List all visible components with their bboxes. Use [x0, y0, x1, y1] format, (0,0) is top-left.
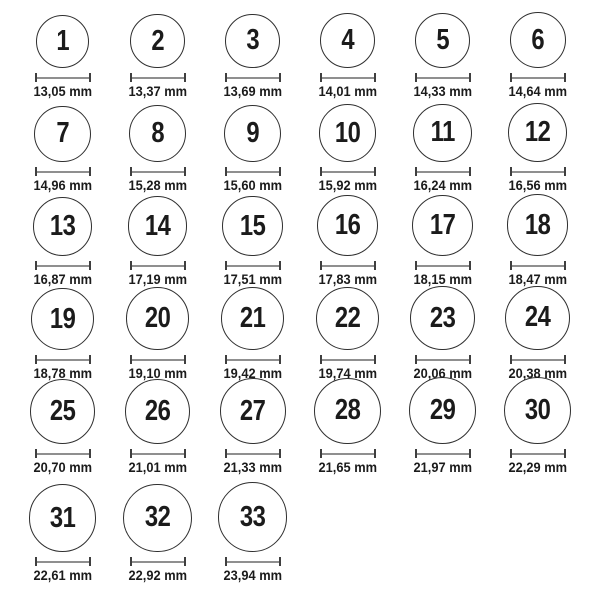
ring-circle [224, 105, 281, 162]
diameter-measure-line [225, 449, 281, 458]
ring-circle [29, 484, 97, 552]
ring-size-number: 6 [531, 23, 544, 56]
measure-rule [227, 359, 279, 361]
ring-size-number: 19 [49, 302, 76, 335]
measure-rule [322, 77, 374, 79]
ring-circle [505, 286, 570, 351]
diameter-measure-line [510, 73, 566, 82]
measure-tick-right-icon [184, 167, 186, 176]
ring-circle [125, 379, 191, 445]
diameter-label: 21,33 mm [223, 460, 282, 476]
diameter-measure-line [35, 557, 91, 566]
diameter-measure-line [130, 73, 186, 82]
ring-size-cell [490, 384, 585, 478]
diameter-label: 14,01 mm [318, 84, 377, 100]
ring-size-number: 11 [430, 116, 455, 149]
diameter-label: 19,42 mm [223, 366, 282, 382]
measure-rule [132, 453, 184, 455]
ring-size-number: 12 [524, 116, 551, 149]
ring-circle [126, 287, 189, 350]
diameter-measure-line [35, 167, 91, 176]
measure-rule [512, 359, 564, 361]
diameter-label: 18,47 mm [508, 272, 567, 288]
ring-size-number: 28 [334, 394, 361, 427]
ring-size-cell [395, 102, 490, 196]
diameter-label: 16,87 mm [33, 272, 92, 288]
diameter-measure-line [35, 355, 91, 364]
measure-rule [132, 265, 184, 267]
measure-rule [227, 171, 279, 173]
ring-circle [320, 13, 375, 68]
ring-size-number: 2 [151, 24, 164, 57]
ring-circle [412, 195, 473, 256]
diameter-measure-line [130, 449, 186, 458]
measure-tick-right-icon [564, 167, 566, 176]
measure-tick-right-icon [374, 167, 376, 176]
ring-size-cell [205, 384, 300, 478]
measure-tick-right-icon [469, 355, 471, 364]
measure-tick-right-icon [279, 449, 281, 458]
diameter-measure-line [225, 73, 281, 82]
measure-tick-right-icon [184, 73, 186, 82]
diameter-measure-line [225, 167, 281, 176]
ring-circle [319, 104, 377, 162]
ring-size-number: 14 [144, 209, 171, 242]
ring-size-number: 31 [49, 501, 76, 534]
ring-size-number: 33 [239, 500, 266, 533]
diameter-measure-line [130, 557, 186, 566]
diameter-label: 18,15 mm [413, 272, 472, 288]
measure-rule [132, 359, 184, 361]
measure-rule [417, 265, 469, 267]
ring-size-number: 18 [524, 208, 551, 241]
ring-size-cell [15, 384, 110, 478]
measure-rule [322, 453, 374, 455]
ring-size-number: 23 [429, 301, 456, 334]
diameter-label: 21,65 mm [318, 460, 377, 476]
measure-tick-right-icon [184, 449, 186, 458]
diameter-label: 14,64 mm [508, 84, 567, 100]
measure-tick-right-icon [279, 557, 281, 566]
diameter-measure-line [320, 261, 376, 270]
measure-tick-right-icon [469, 167, 471, 176]
ring-size-number: 26 [144, 394, 171, 427]
measure-rule [322, 265, 374, 267]
ring-size-cell [300, 102, 395, 196]
measure-rule [132, 171, 184, 173]
ring-circle [225, 14, 280, 69]
measure-tick-right-icon [564, 73, 566, 82]
diameter-label: 23,94 mm [223, 568, 282, 584]
measure-rule [227, 265, 279, 267]
measure-rule [417, 77, 469, 79]
ring-size-number: 16 [334, 209, 361, 242]
diameter-label: 21,97 mm [413, 460, 472, 476]
ring-size-cell [395, 290, 490, 384]
ring-size-number: 21 [239, 302, 266, 335]
diameter-label: 22,61 mm [33, 568, 92, 584]
ring-circle [410, 286, 474, 350]
ring-size-cell [490, 102, 585, 196]
measure-tick-right-icon [89, 73, 91, 82]
measure-rule [37, 77, 89, 79]
diameter-measure-line [320, 449, 376, 458]
diameter-label: 17,19 mm [128, 272, 187, 288]
measure-rule [37, 359, 89, 361]
measure-rule [512, 265, 564, 267]
diameter-measure-line [415, 73, 471, 82]
ring-size-cell [110, 196, 205, 290]
measure-tick-right-icon [469, 261, 471, 270]
diameter-measure-line [320, 73, 376, 82]
ring-size-number: 4 [341, 24, 354, 57]
ring-size-cell [300, 290, 395, 384]
ring-size-cell [110, 290, 205, 384]
diameter-label: 15,92 mm [318, 178, 377, 194]
measure-tick-right-icon [279, 355, 281, 364]
diameter-measure-line [225, 355, 281, 364]
diameter-measure-line [130, 261, 186, 270]
ring-size-number: 13 [49, 210, 76, 242]
measure-rule [37, 453, 89, 455]
ring-size-cell [205, 290, 300, 384]
ring-size-cell [110, 384, 205, 478]
ring-size-cell [110, 478, 205, 586]
measure-tick-right-icon [564, 355, 566, 364]
diameter-label: 22,29 mm [508, 460, 567, 476]
diameter-measure-line [130, 355, 186, 364]
ring-circle [36, 15, 90, 69]
measure-tick-right-icon [279, 167, 281, 176]
ring-circle [504, 377, 571, 444]
measure-tick-right-icon [89, 261, 91, 270]
ring-circle [415, 13, 471, 69]
ring-circle [34, 106, 90, 162]
diameter-label: 13,37 mm [128, 84, 187, 100]
ring-circle [510, 12, 566, 68]
measure-tick-right-icon [374, 449, 376, 458]
ring-circle [314, 378, 381, 445]
ring-circle [221, 287, 284, 350]
diameter-measure-line [320, 167, 376, 176]
ring-size-cell [395, 196, 490, 290]
measure-tick-right-icon [469, 449, 471, 458]
diameter-label: 21,01 mm [128, 460, 187, 476]
measure-tick-right-icon [279, 261, 281, 270]
diameter-label: 14,33 mm [413, 84, 472, 100]
diameter-measure-line [415, 449, 471, 458]
diameter-label: 22,92 mm [128, 568, 187, 584]
ring-size-cell [15, 290, 110, 384]
measure-tick-right-icon [184, 557, 186, 566]
measure-rule [132, 561, 184, 563]
measure-tick-right-icon [564, 261, 566, 270]
diameter-measure-line [510, 261, 566, 270]
diameter-label: 16,24 mm [413, 178, 472, 194]
diameter-measure-line [130, 167, 186, 176]
diameter-measure-line [225, 261, 281, 270]
ring-circle [128, 196, 188, 256]
ring-size-cell [300, 384, 395, 478]
ring-circle [31, 288, 93, 350]
measure-tick-right-icon [184, 355, 186, 364]
ring-size-cell [490, 290, 585, 384]
ring-size-cell [205, 102, 300, 196]
ring-circle [507, 194, 569, 256]
diameter-label: 16,56 mm [508, 178, 567, 194]
measure-rule [227, 453, 279, 455]
ring-size-cell [395, 8, 490, 102]
measure-tick-right-icon [184, 261, 186, 270]
measure-rule [417, 453, 469, 455]
diameter-measure-line [510, 449, 566, 458]
measure-rule [417, 359, 469, 361]
ring-size-cell [15, 102, 110, 196]
measure-tick-right-icon [89, 557, 91, 566]
ring-size-cell [395, 384, 490, 478]
ring-circle [218, 482, 288, 552]
diameter-label: 20,38 mm [508, 366, 567, 382]
ring-size-cell [490, 196, 585, 290]
measure-rule [37, 561, 89, 563]
diameter-label: 20,06 mm [413, 366, 472, 382]
diameter-label: 17,51 mm [223, 272, 282, 288]
ring-circle [130, 14, 184, 68]
ring-size-number: 17 [429, 209, 456, 242]
ring-size-number: 3 [246, 24, 259, 57]
measure-tick-right-icon [469, 73, 471, 82]
ring-circle [222, 196, 282, 256]
diameter-measure-line [35, 449, 91, 458]
measure-tick-right-icon [374, 261, 376, 270]
measure-tick-right-icon [89, 355, 91, 364]
ring-size-number: 8 [151, 117, 164, 150]
measure-rule [512, 453, 564, 455]
ring-size-number: 25 [49, 395, 76, 428]
ring-size-cell [205, 478, 300, 586]
diameter-label: 20,70 mm [33, 460, 92, 476]
ring-size-number: 22 [334, 301, 361, 334]
diameter-measure-line [415, 167, 471, 176]
ring-circle [123, 484, 191, 552]
measure-rule [227, 77, 279, 79]
measure-tick-right-icon [564, 449, 566, 458]
ring-circle [413, 104, 471, 162]
diameter-measure-line [415, 261, 471, 270]
ring-size-number: 1 [56, 24, 69, 57]
ring-circle [129, 105, 186, 162]
ring-circle [508, 103, 567, 162]
ring-circle [409, 377, 476, 444]
diameter-measure-line [510, 355, 566, 364]
diameter-label: 18,78 mm [33, 366, 92, 382]
ring-size-cell [15, 478, 110, 586]
ring-size-number: 20 [144, 302, 171, 335]
diameter-measure-line [35, 261, 91, 270]
measure-rule [512, 77, 564, 79]
measure-tick-right-icon [89, 449, 91, 458]
ring-circle [33, 197, 92, 256]
ring-circle [317, 195, 378, 256]
diameter-measure-line [320, 355, 376, 364]
ring-size-cell [110, 8, 205, 102]
diameter-label: 15,60 mm [223, 178, 282, 194]
measure-tick-right-icon [89, 167, 91, 176]
measure-rule [37, 265, 89, 267]
ring-size-cell [205, 196, 300, 290]
ring-size-cell [15, 8, 110, 102]
diameter-measure-line [510, 167, 566, 176]
ring-size-number: 15 [239, 209, 266, 242]
ring-size-number: 29 [429, 394, 456, 427]
measure-rule [417, 171, 469, 173]
ring-size-number: 30 [524, 393, 551, 426]
ring-size-number: 32 [144, 501, 171, 534]
measure-rule [37, 171, 89, 173]
measure-rule [322, 359, 374, 361]
ring-size-cell [205, 8, 300, 102]
ring-circle [30, 379, 95, 444]
diameter-label: 19,74 mm [318, 366, 377, 382]
ring-size-cell [490, 8, 585, 102]
diameter-label: 14,96 mm [33, 178, 92, 194]
measure-rule [227, 561, 279, 563]
measure-tick-right-icon [374, 355, 376, 364]
ring-size-number: 10 [334, 116, 361, 149]
ring-circle [220, 378, 286, 444]
diameter-label: 19,10 mm [128, 366, 187, 382]
diameter-label: 17,83 mm [318, 272, 377, 288]
ring-size-cell [110, 102, 205, 196]
diameter-label: 13,69 mm [223, 84, 282, 100]
ring-size-cell [300, 8, 395, 102]
ring-circle [316, 287, 380, 351]
ring-size-number: 9 [246, 116, 259, 149]
ring-size-cell [300, 196, 395, 290]
measure-tick-right-icon [279, 73, 281, 82]
measure-rule [132, 77, 184, 79]
diameter-measure-line [225, 557, 281, 566]
diameter-label: 13,05 mm [33, 84, 92, 100]
ring-size-number: 5 [436, 23, 449, 56]
diameter-label: 15,28 mm [128, 178, 187, 194]
ring-size-number: 7 [56, 117, 69, 150]
ring-size-number: 24 [524, 301, 551, 334]
ring-size-cell [15, 196, 110, 290]
measure-rule [512, 171, 564, 173]
measure-tick-right-icon [374, 73, 376, 82]
measure-rule [322, 171, 374, 173]
diameter-measure-line [35, 73, 91, 82]
diameter-measure-line [415, 355, 471, 364]
ring-size-number: 27 [239, 394, 266, 427]
